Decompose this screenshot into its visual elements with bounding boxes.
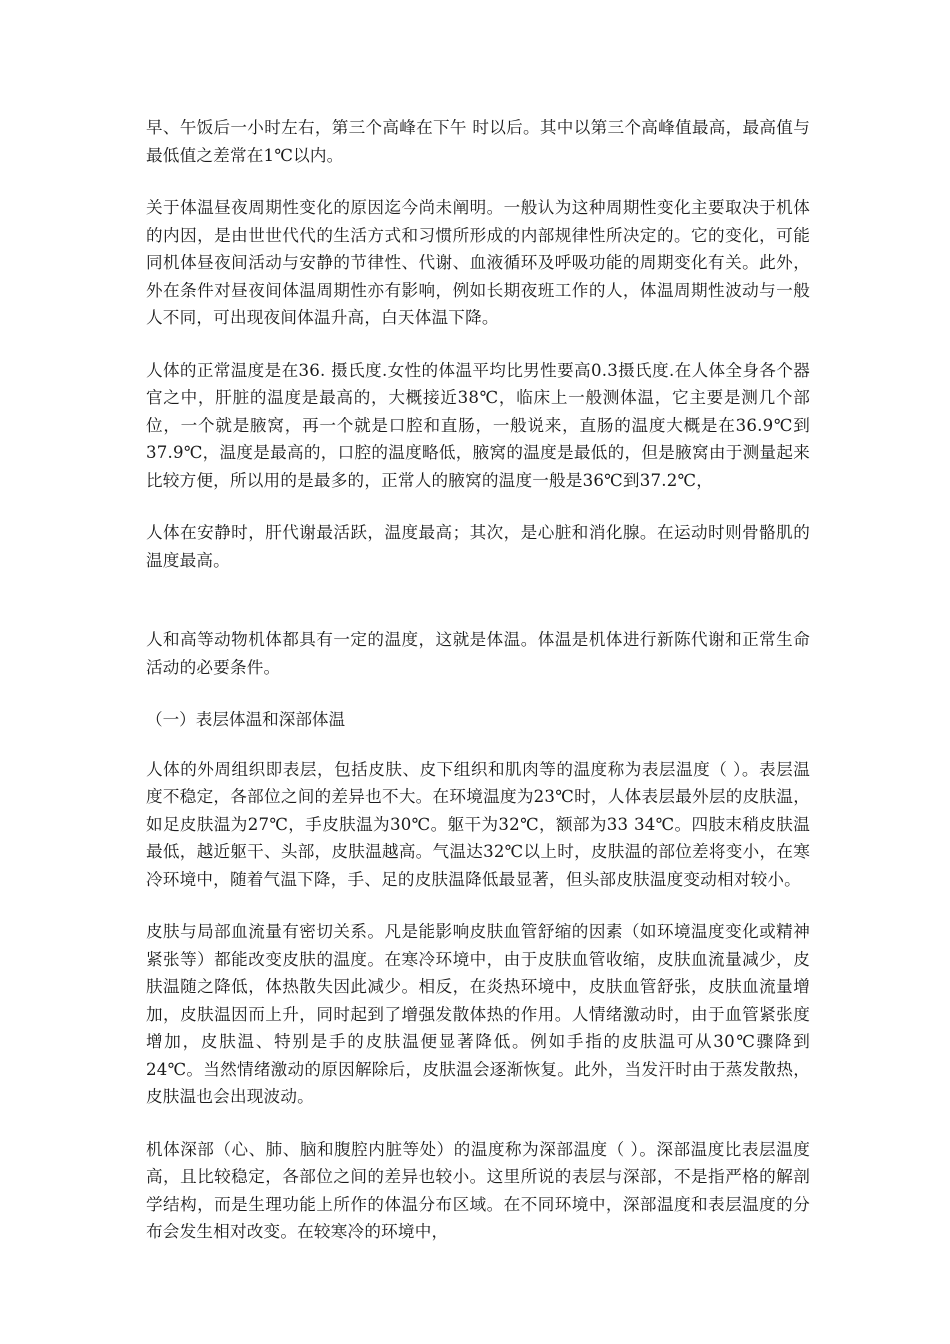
paragraph-normal-temperature: 人体的正常温度是在36. 摄氏度.女性的体温平均比男性要高0.3摄氏度.在人体全身各个器官之中，肝脏的温度是最高的，大概接近38℃，临床上一般测体温，它主要是测几个部位，一个就是腋窝，再一个就是口腔和直肠，一般说来，直肠的温度大概是在36.9℃到37.9℃，温度是最高的，口腔的温度略低，腋窝的温度是最低的，但是腋窝由于测量起来比较方便，所以用的是最多的，正常人的腋窝的温度一般是36℃到37.2℃， [146, 360, 810, 490]
paragraph-body-temperature-intro: 人和高等动物机体都具有一定的温度，这就是体温。体温是机体进行新陈代谢和正常生命活动的必要条件。 [146, 630, 810, 677]
paragraph-skin-blood-flow: 皮肤与局部血流量有密切关系。凡是能影响皮肤血管舒缩的因素（如环境温度变化或精神紧张等）都能改变皮肤的温度。在寒冷环境中，由于皮肤血管收缩，皮肤血流量减少，皮肤温随之降低，体热散失因此减少。相反，在炎热环境中，皮肤血管舒张，皮肤血流量增加，皮肤温因而上升，同时起到了增强发散体热的作用。人情绪激动时，由于血管紧张度增加，皮肤温、特别是手的皮肤温便显著降低。例如手指的皮肤温可从30℃骤降到24℃。当然情绪激动的原因解除后，皮肤温会逐渐恢复。此外，当发汗时由于蒸发散热，皮肤温也会出现波动。 [146, 922, 810, 1106]
paragraph-temperature-peaks: 早、午饭后一小时左右，第三个高峰在下午 时以后。其中以第三个高峰值最高，最高值与最低值之差常在1℃以内。 [146, 118, 810, 165]
paragraph-shell-temperature: 人体的外周组织即表层，包括皮肤、皮下组织和肌肉等的温度称为表层温度（ ）。表层温度不稳定，各部位之间的差异也不大。在环境温度为23℃时，人体表层最外层的皮肤温，如足皮肤温为27℃，手皮肤温为30℃。躯干为32℃，额部为33 34℃。四肢末稍皮肤温最低，越近躯干、头部，皮肤温越高。气温达32℃以上时，皮肤温的部位差将变小，在寒冷环境中，随着气温下降，手、足的皮肤温降低最显著，但头部皮肤温度变动相对较小。 [146, 759, 810, 889]
document-page [146, 114, 810, 1271]
paragraph-core-temperature: 机体深部（心、肺、脑和腹腔内脏等处）的温度称为深部温度（ ）。深部温度比表层温度高，且比较稳定，各部位之间的差异也较小。这里所说的表层与深部，不是指严格的解剖学结构，而是生理功能上所作的体温分布区域。在不同环境中，深部温度和表层温度的分布会发生相对改变。在较寒冷的环境中， [146, 1139, 810, 1241]
paragraph-organ-temperature: 人体在安静时，肝代谢最活跃，温度最高；其次，是心脏和消化腺。在运动时则骨骼肌的温度最高。 [146, 523, 810, 570]
section-heading: （一）表层体温和深部体温 [146, 710, 346, 729]
paragraph-circadian-cause: 关于体温昼夜周期性变化的原因迄今尚未阐明。一般认为这种周期性变化主要取决于机体的内因，是由世世代代的生活方式和习惯所形成的内部规律性所决定的。它的变化，可能同机体昼夜间活动与安静的节律性、代谢、血液循环及呼吸功能的周期变化有关。此外，外在条件对昼夜间体温周期性亦有影响，例如长期夜班工作的人，体温周期性波动与一般人不同，可出现夜间体温升高，白天体温下降。 [146, 198, 810, 327]
